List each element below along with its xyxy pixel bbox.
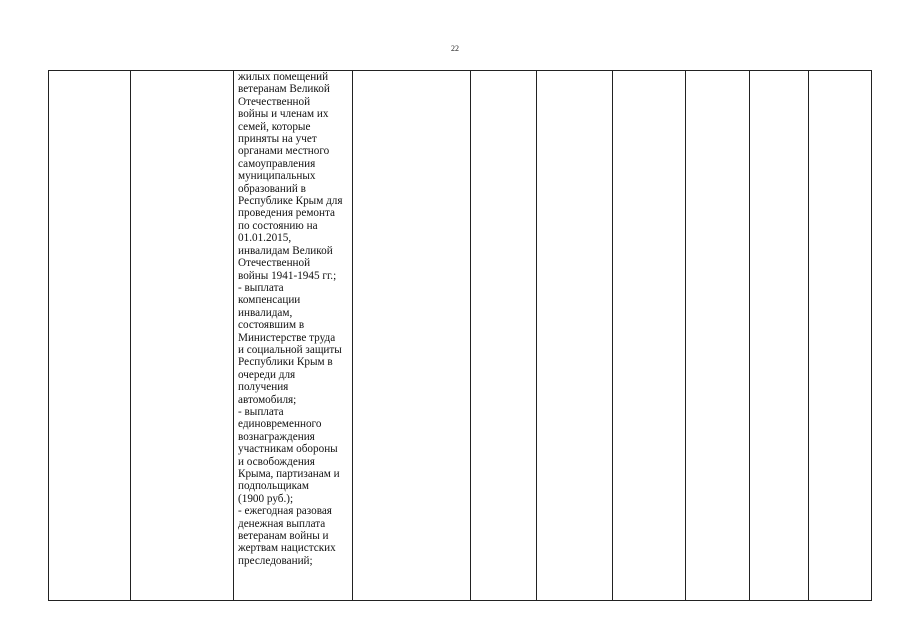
text-line: Отечественной [238,257,311,270]
text-line: ветеранам Великой [238,83,330,96]
text-line: компенсации [238,294,301,307]
text-line: единовременного [238,418,322,431]
text-line: получения [238,381,289,394]
text-line: по состоянию на [238,219,318,232]
text-line: самоуправления [238,157,316,170]
text-line: инвалидам, [238,306,293,319]
text-line: Крыма, партизанам и [238,468,340,480]
text-line: Отечественной [238,95,311,108]
text-line: участникам обороны [238,443,338,456]
table-cell-description [234,71,353,601]
table-cell-col-7 [613,71,686,601]
document-table [48,70,872,601]
table-cell-col-2 [131,71,234,601]
text-line: образований в [238,182,306,195]
text-line: приняты на учет [238,133,317,146]
text-line: инвалидам Великой [238,244,333,257]
text-line: автомобиля; [238,393,297,406]
table-cell-col-9 [750,71,809,601]
table-cell-col-4 [353,71,471,601]
text-line: Республики Крым в [238,356,333,369]
text-line: (1900 руб.); [238,492,294,505]
text-line: жертвам нацистских [238,542,336,555]
text-line: органами местного [238,145,330,158]
text-line: и освобождения [238,455,315,468]
text-line: войны 1941-1945 гг.; [238,269,337,282]
text-line: - выплата [238,281,284,294]
text-line: очереди для [238,368,296,381]
table-cell-col-10 [809,71,872,601]
table-cell-col-5 [471,71,537,601]
text-line: муниципальных [238,170,316,183]
text-line: Республике Крым для [238,195,343,208]
text-line: жилых помещений [238,71,329,83]
text-line: и социальной защиты [238,343,342,356]
text-line: - выплата [238,405,284,418]
text-line: - ежегодная разовая [238,505,332,518]
text-line: войны и членам их [238,108,329,121]
text-line: проведения ремонта [238,207,335,220]
text-line: семей, которые [238,120,311,133]
page-number: 22 [451,44,459,53]
text-line: состоявшим в [238,319,305,332]
description-text [238,71,350,567]
text-line: 01.01.2015, [238,232,292,245]
text-line: Министерстве труда [238,331,336,344]
table-cell-col-8 [686,71,750,601]
text-line: ветеранам войны и [238,530,329,543]
table-cell-col-1 [49,71,131,601]
text-line: преследований; [238,554,313,567]
text-line: вознаграждения [238,430,315,443]
table-cell-col-6 [537,71,613,601]
text-line: подпольщикам [238,480,309,493]
text-line: денежная выплата [238,517,326,530]
table-row [49,71,872,601]
